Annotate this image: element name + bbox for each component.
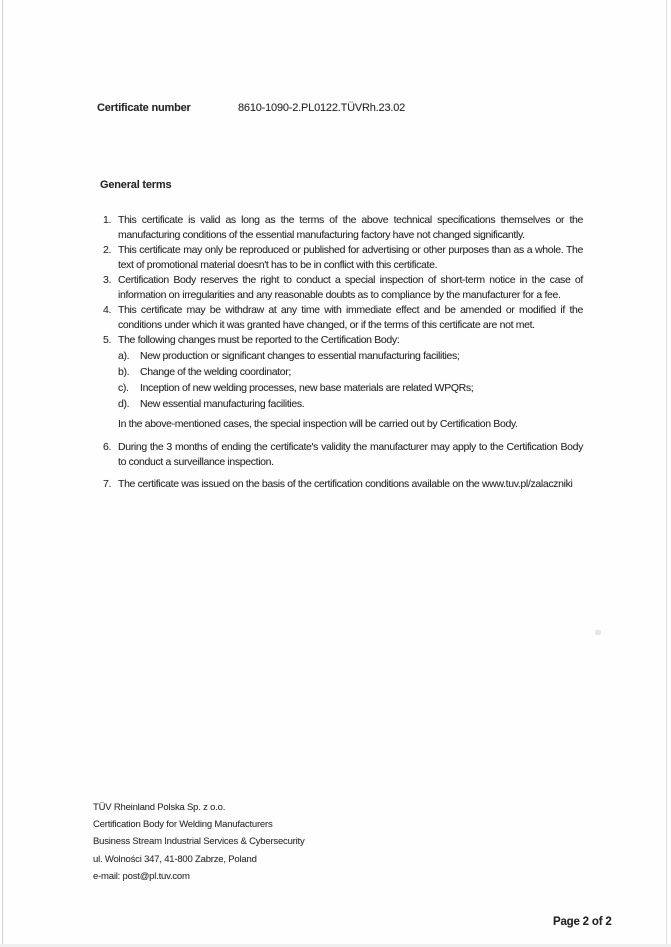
term-number: 5. bbox=[103, 334, 112, 346]
term-text: The following changes must be reported to the Certification Body: bbox=[118, 334, 400, 346]
subterm-number: b). bbox=[118, 366, 130, 378]
term-number: 3. bbox=[103, 274, 112, 286]
scan-edge-right bbox=[666, 0, 667, 947]
term-number: 2. bbox=[103, 244, 112, 256]
certificate-number-label: Certificate number bbox=[97, 102, 191, 114]
footer-email: e-mail: post@pl.tuv.com bbox=[93, 870, 190, 882]
term-text: This certificate may only be reproduced or published for advertising or other purposes than as a whole. The text of promotional material doesn't has to be in conflict with this certificate. bbox=[118, 244, 583, 271]
subterm-item-b bbox=[118, 364, 583, 380]
subterm-number: c). bbox=[118, 382, 129, 394]
term-item-2 bbox=[103, 243, 583, 273]
section-title: General terms bbox=[100, 179, 172, 191]
term-text: This certificate may be withdraw at any time with immediate effect and be amended or modified if the conditions under which it was granted have changed, or if the terms of this certificate are not met. bbox=[118, 304, 583, 331]
term-item-5 bbox=[103, 333, 583, 348]
term-text: This certificate is valid as long as the terms of the above technical specifications themselves or the manufacturing conditions of the essential manufacturing factory have not changed significantly. bbox=[118, 214, 583, 241]
term-item-3 bbox=[103, 273, 583, 303]
footer-business-unit: Business Stream Industrial Services & Cybersecurity bbox=[93, 836, 305, 848]
subterm-text: New essential manufacturing facilities. bbox=[140, 398, 305, 410]
subterm-number: d). bbox=[118, 398, 130, 410]
term-number: 6. bbox=[103, 441, 112, 453]
subterm-text: Inception of new welding processes, new base materials are related WPQRs; bbox=[140, 382, 474, 394]
term-number: 4. bbox=[103, 304, 112, 316]
scan-speckle bbox=[595, 630, 601, 635]
footer-address: ul. Wolności 347, 41-800 Zabrze, Poland bbox=[93, 853, 257, 865]
term-text: The certificate was issued on the basis of the certification conditions available on the www.tuv.pl/zalaczniki bbox=[118, 478, 573, 490]
term-text: Certification Body reserves the right to conduct a special inspection of short-term notice in the case of information on irregularities and any reasonable doubts as to compliance by the manufacturer for a fee. bbox=[118, 274, 583, 301]
term-5-sublist bbox=[118, 348, 583, 412]
subterm-number: a). bbox=[118, 350, 130, 362]
term-number: 7. bbox=[103, 478, 112, 490]
special-inspection-note: In the above-mentioned cases, the special inspection will be carried out by Certification Body. bbox=[118, 418, 518, 430]
term-item-1 bbox=[103, 213, 583, 243]
term-number: 1. bbox=[103, 214, 112, 226]
term-item-7 bbox=[103, 477, 583, 492]
term-item-6 bbox=[103, 440, 583, 470]
subterm-item-c bbox=[118, 380, 583, 396]
subterm-item-a bbox=[118, 348, 583, 364]
certificate-number-row bbox=[97, 102, 405, 114]
scan-edge-left bbox=[2, 0, 3, 947]
term-item-4 bbox=[103, 303, 583, 333]
subterm-text: Change of the welding coordinator; bbox=[140, 366, 291, 378]
company-footer bbox=[93, 799, 305, 885]
certificate-number-value: 8610-1090-2.PL0122.TÜVRh.23.02 bbox=[238, 102, 406, 114]
footer-body-name: Certification Body for Welding Manufacturers bbox=[93, 819, 273, 831]
subterm-item-d bbox=[118, 396, 583, 412]
subterm-text: New production or significant changes to essential manufacturing facilities; bbox=[140, 350, 460, 362]
footer-company-name: TÜV Rheinland Polska Sp. z o.o. bbox=[93, 802, 226, 813]
general-terms-list bbox=[103, 213, 583, 492]
page-number: Page 2 of 2 bbox=[553, 916, 612, 928]
term-text: During the 3 months of ending the certificate's validity the manufacturer may apply to the Certification Body to conduct a surveillance inspection. bbox=[118, 441, 583, 468]
